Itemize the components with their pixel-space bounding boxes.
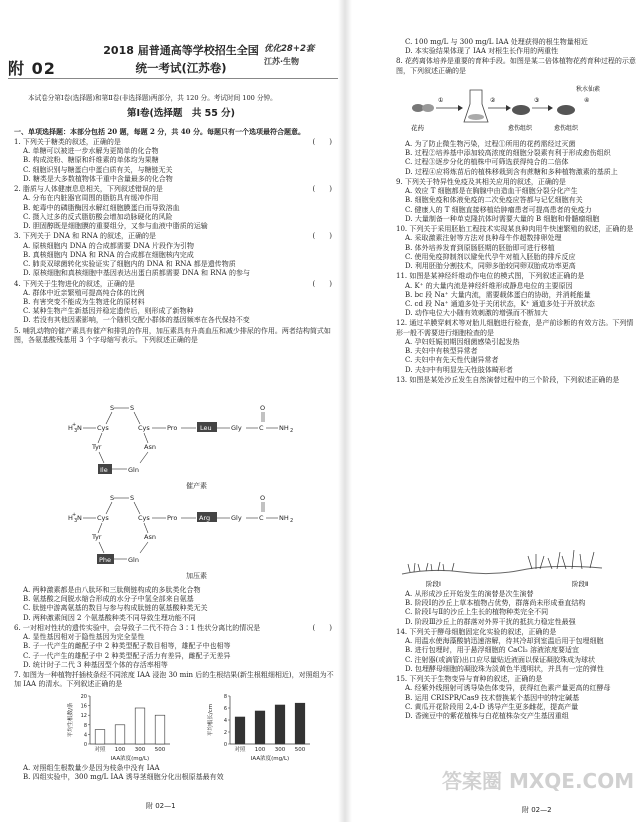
- stage-1-label: 阶段Ⅰ: [426, 580, 441, 588]
- option: B. 体外培养发育到原肠胚期的胚胎即可进行移植: [405, 243, 555, 252]
- svg-text:NH: NH: [279, 424, 289, 432]
- residue-cys: Cys: [97, 424, 109, 432]
- step-3-label: ③: [534, 97, 540, 104]
- q2-stem: 2. 脂质与人体健康息息相关，下列叙述错误的是: [14, 185, 163, 194]
- option: D. 夫妇中有明显先天性肢体畸形者: [405, 365, 513, 374]
- anther-shape: [422, 104, 434, 112]
- bar: [95, 730, 105, 744]
- part-title: 第Ⅰ卷(选择题 共 55 分): [126, 108, 236, 119]
- svg-text:2: 2: [290, 428, 294, 434]
- option: A. 显性基因相对于隐性基因为完全显性: [23, 633, 145, 642]
- question-6: [14, 624, 334, 670]
- option: C. 细胞识别与糖蛋白中蛋白质有关，与糖链无关: [23, 165, 173, 174]
- intro-text: 本试卷分第Ⅰ卷(选择题)和第Ⅱ卷(非选择题)两部分，共 120 分。考试时间 100 分钟。: [28, 94, 277, 102]
- y-axis-label: 平均生根数/条: [68, 702, 74, 738]
- option: A. 孕妇妊娠初期因细菌感染引起发热: [405, 337, 520, 346]
- option: C. 黄瓜开花阶段用 2,4-D 诱导产生更多雌花，提高产量: [405, 702, 579, 711]
- step-2-label: ②: [490, 97, 496, 104]
- option: B. 子一代产生的雌配子中 2 种类型配子数目相等，雄配子中也相等: [23, 642, 231, 651]
- step-1-label: ①: [438, 97, 444, 104]
- option: C. 夫妇中有先天性代谢异常者: [405, 356, 499, 365]
- option: B. 真核细胞内 DNA 和 RNA 的合成都在细胞核内完成: [23, 250, 194, 259]
- option: B. 夫妇中有核型异常者: [405, 347, 478, 356]
- option: A. 单糖可以被进一步水解为更简单的化合物: [23, 147, 159, 156]
- svg-text:3: 3: [74, 428, 78, 434]
- question-8: [396, 57, 636, 75]
- option: B. 进行包埋时，用于悬浮细胞的 CaCl₂ 溶液浓度要适宜: [405, 646, 579, 655]
- q5-stem: 5. 哺乳动物的催产素具有催产和排乳的作用，加压素具有升高血压和减少排尿的作用。两者结构简式如图，各氨基酸残基用 3 个字母缩写表示。下列叙述正确的是: [14, 326, 331, 344]
- root-number-bar-chart: [66, 692, 176, 764]
- q15-stem: 15. 下列关于生物变异与育种的叙述，正确的是: [396, 675, 543, 684]
- residue-gln: Gln: [128, 556, 139, 564]
- y-tick-label: 4: [83, 732, 87, 739]
- option: D. 若没有其他因素影响，一个随机交配小群体的基因频率在各代保持不变: [23, 316, 250, 325]
- page-number-right: 附 02—2: [522, 806, 552, 814]
- option: C. 肺炎双球菌转化实验证实了细胞内的 DNA 和 RNA 都是遗传物质: [23, 260, 236, 269]
- y-tick-label: 2: [223, 730, 227, 736]
- question-9: [396, 178, 636, 224]
- option: A. 为了防止微生物污染，过程①所用的花药需经过灭菌: [405, 140, 576, 148]
- option: D. 香豌豆中的紫花植株与白花植株杂交产生基因重组: [405, 712, 569, 721]
- option: C. 过程③逐步分化的植株中可筛选获得纯合的二倍体: [405, 158, 569, 167]
- residue-tyr: Tyr: [92, 533, 102, 541]
- option: B. 细胞免疫和体液免疫的二次免疫应答都与记忆细胞有关: [405, 196, 583, 205]
- option: C. 阶段Ⅰ与Ⅱ的沙丘上生长的植物种类完全不同: [405, 608, 549, 617]
- option: B. 构成淀粉、糖原和纤维素的单体均为果糖: [23, 156, 159, 165]
- q3-stem: 3. 下列关于 DNA 和 RNA 的叙述，正确的是: [14, 232, 157, 241]
- option: A. 经紫外线照射可诱导染色体变异，获得红色素产量更高的红酵母: [405, 684, 611, 693]
- step-4-label: ④: [584, 97, 590, 104]
- s-atom-label: S: [110, 494, 115, 502]
- oxytocin-caption: 催产素: [186, 482, 207, 490]
- x-tick-label: 100: [254, 747, 266, 753]
- option: C. 子一代产生的雄配子中 2 种类型配子活力有差异，雌配子无差异: [23, 651, 231, 660]
- y-tick-label: 4: [223, 718, 227, 724]
- s-atom-label: S: [110, 404, 115, 412]
- section1-heading: 一、单项选择题：本部分包括 20 题，每题 2 分，共 40 分。每题只有一个选项最符合题意。: [14, 127, 305, 136]
- bar: [235, 717, 245, 744]
- bar: [275, 705, 285, 744]
- option: B. 氨基酸之间脱水缩合形成的水分子中氢全部来自氨基: [23, 595, 194, 604]
- answer-paren: ( ): [312, 279, 332, 288]
- svg-text:C: C: [259, 424, 264, 432]
- option: B. 运用 CRISPR/Cas9 技术替换某个基因中的特定碱基: [405, 693, 580, 702]
- option: A. 效应 T 细胞都是在胸腺中由造血干细胞分裂分化产生: [405, 187, 578, 196]
- exam-title-line1: 2018 届普通高等学校招生全国: [103, 44, 259, 57]
- amino-group-label: H: [68, 514, 73, 522]
- option: D. 动作电位大小随有效刺激的增强而不断加大: [405, 309, 548, 318]
- q7-continued: [396, 38, 636, 56]
- right-column-3: [396, 590, 636, 721]
- y-axis-label: 平均根长/cm: [208, 703, 214, 737]
- exam-title-line2: 统一考试(江苏卷): [135, 61, 227, 75]
- svg-text:3: 3: [74, 518, 78, 524]
- x-axis-label: IAA浓度(mg/L): [110, 756, 150, 762]
- residue-cys: Cys: [138, 424, 150, 432]
- option: A. 对照组生根数量少是因为枝条中没有 IAA: [23, 764, 160, 772]
- option: C. 某种生物产生新基因并稳定遗传后，则形成了新物种: [23, 307, 194, 316]
- question-2: [14, 185, 334, 231]
- svg-text:2: 2: [290, 518, 294, 524]
- y-tick-label: 8: [223, 694, 227, 700]
- option: B. 四组实验中，300 mg/L IAA 诱导茎细胞分化出根原基最有效: [23, 773, 224, 782]
- answer-paren: ( ): [312, 185, 332, 194]
- option: D. 两种激素间因 2 个氨基酸种类不同导致生理功能不同: [23, 613, 196, 622]
- question-1: [14, 138, 334, 184]
- y-tick-label: 16: [80, 703, 87, 710]
- anther-label: 花药: [411, 124, 424, 132]
- y-tick-label: 20: [80, 694, 87, 700]
- q9-stem: 9. 下列关于特异性免疫及其相关应用的叙述，正确的是: [396, 177, 566, 186]
- q14-stem: 14. 下列关于酵母细胞固定化实验的叙述，正确的是: [396, 627, 557, 636]
- question-10: [396, 225, 636, 271]
- residue-ile: Ile: [100, 466, 108, 474]
- residue-gln: Gln: [128, 466, 139, 474]
- answer-paren: ( ): [312, 138, 332, 146]
- residue-asn: Asn: [144, 533, 156, 541]
- option: D. 糖类是大多数植物体干重中含量最多的化合物: [23, 174, 173, 183]
- series-badge-top: 优化28+2套: [264, 44, 315, 54]
- option: B. 有害突变不能成为生物进化的原材料: [23, 297, 145, 306]
- q12-stem: 12. 通过羊膜穿刺术等对胎儿细胞进行检查，是产前诊断的有效方法。下列情形一般不需要进行细胞检查的是: [396, 319, 634, 337]
- question-7: [14, 671, 334, 689]
- svg-text:+: +: [72, 512, 77, 518]
- right-page: [352, 0, 636, 822]
- residue-leu: Leu: [200, 424, 212, 432]
- vasopressin-caption: 加压素: [186, 572, 207, 580]
- left-page: [6, 0, 336, 822]
- residue-cys: Cys: [138, 514, 150, 522]
- option: C. cd 段 Na⁺ 通道多处于关闭状态，K⁺ 通道多处于开放状态: [405, 299, 595, 308]
- svg-text:N: N: [77, 424, 82, 432]
- svg-text:+: +: [72, 422, 77, 428]
- svg-text:O: O: [260, 404, 266, 412]
- series-badge-bottom: 江苏·生物: [264, 57, 300, 67]
- option: A. K⁺ 的大量内流是神经纤维形成静息电位的主要原因: [405, 281, 573, 290]
- option: D. 大量制备一种单克隆抗体时需要大量的 B 细胞和骨髓瘤细胞: [405, 214, 600, 223]
- appendix-label: 附 02: [8, 59, 56, 78]
- callus-label: 愈伤组织: [554, 125, 579, 132]
- s-atom-label: S: [130, 404, 135, 412]
- option: D. 胆固醇既是细胞膜的重要组分，又参与血液中脂质的运输: [23, 222, 208, 231]
- question-3: [14, 232, 334, 278]
- watermark-logo: 答案圈 MXQE.COM: [442, 769, 635, 793]
- oxytocin-structure-diagram: [66, 402, 306, 494]
- page-number-left: 附 02—1: [146, 802, 176, 810]
- series-badge: [264, 44, 326, 74]
- residue-pro: Pro: [167, 424, 178, 432]
- residue-tyr: Tyr: [92, 443, 102, 451]
- option: C. 肽链中游离氨基的数目与参与构成肽链的氨基酸种类无关: [23, 604, 208, 613]
- question-11: [396, 272, 636, 318]
- svg-text:C: C: [259, 514, 264, 522]
- y-tick-label: 8: [83, 722, 87, 729]
- right-column-2: [396, 140, 636, 385]
- q7-stem: 7. 如图为一种植物扦插枝条经不同浓度 IAA 浸泡 30 min 后的生根结果(新生根粗细相近)，对照组为不加 IAA 的清水。下列叙述正确的是: [14, 671, 334, 689]
- callus-label: 愈伤组织: [508, 125, 533, 132]
- x-tick-label: 100: [114, 747, 126, 753]
- bar: [115, 725, 125, 744]
- header-dashed-line: [8, 78, 338, 79]
- x-tick-label: 300: [134, 747, 146, 753]
- option: B. 阶段Ⅰ的沙丘上草本植物占优势，群落尚未形成垂直结构: [405, 599, 586, 608]
- s-atom-label: S: [130, 494, 135, 502]
- residue-phe: Phe: [99, 556, 112, 564]
- x-tick-label: 对照: [94, 747, 106, 753]
- option: D. 利用胚胎分割技术，同卵多胎较同卵双胎成功率更高: [405, 262, 576, 271]
- option: A. 用温水使海藻酸钠迅速溶解，待其冷却到室温后用于包埋细胞: [405, 637, 604, 646]
- option: D. 原核细胞和真核细胞中基因表达出蛋白质都需要 DNA 和 RNA 的参与: [23, 269, 250, 278]
- option: A. 从形成沙丘开始发生的演替是次生演替: [405, 590, 534, 598]
- residue-pro: Pro: [167, 514, 178, 522]
- question-12: [396, 319, 636, 374]
- callus-shape: [512, 105, 530, 115]
- questions-5-7: [14, 586, 334, 690]
- option: C. 摄入过多的反式脂肪酸会增加动脉硬化的风险: [23, 212, 173, 221]
- residue-gly: Gly: [231, 424, 242, 432]
- option: D. 统计时子二代 3 种基因型个体的存活率相等: [23, 660, 168, 669]
- x-tick-label: 500: [154, 747, 166, 753]
- option: B. bc 段 Na⁺ 大量内流，需要载体蛋白的协助，并消耗能量: [405, 290, 591, 299]
- vasopressin-structure-diagram: [66, 492, 306, 584]
- q1-stem: 1. 下列关于糖类的叙述，正确的是: [14, 138, 121, 146]
- answer-paren: ( ): [312, 232, 332, 241]
- residue-asn: Asn: [144, 443, 156, 451]
- svg-text:O: O: [260, 494, 266, 502]
- q6-stem: 6. 一对相对性状的遗传实验中，会导致子二代不符合 3∶1 性状分离比的情况是: [14, 623, 261, 632]
- option: A. 两种激素都是由八肽环和三肽侧链构成的多肽类化合物: [23, 586, 201, 594]
- question-4: [14, 280, 334, 326]
- option: A. 原核细胞内 DNA 的合成都需要 DNA 片段作为引物: [23, 241, 194, 250]
- option: D. 阶段Ⅲ沙丘上的群落对外界干扰的抵抗力稳定性最强: [405, 617, 576, 626]
- root-length-bar-chart: [206, 692, 316, 764]
- option: C. 使用免疫抑制剂以避免代孕牛对植入胚胎的排斥反应: [405, 252, 576, 261]
- q4-stem: 4. 下列关于生物进化的叙述，正确的是: [14, 279, 135, 288]
- residue-gly: Gly: [231, 514, 242, 522]
- bar: [155, 715, 165, 744]
- option: B. 蛇毒中的磷脂酶因水解红细胞膜蛋白而导致溶血: [23, 203, 180, 212]
- option: D. 过程④应将炼苗后的植株移栽到含有蔗糖和多种植物激素的基质上: [405, 167, 618, 176]
- book-spine: [338, 0, 352, 822]
- bar: [255, 711, 265, 744]
- svg-text:N: N: [77, 514, 82, 522]
- y-tick-label: 0: [223, 742, 227, 748]
- y-tick-label: 6: [223, 706, 227, 712]
- x-tick-label: 500: [294, 747, 306, 753]
- svg-text:NH: NH: [279, 514, 289, 522]
- option: D. 本实验结果体现了 IAA 对根生长作用的两重性: [405, 47, 559, 56]
- option: C. 注射器(或滴管)出口应尽量贴近液面以保证凝胶珠成为球状: [405, 655, 596, 664]
- y-tick-label: 12: [80, 713, 87, 720]
- callus-shape: [557, 105, 575, 115]
- q7-options: [14, 764, 334, 782]
- residue-arg: Arg: [199, 514, 211, 522]
- colchicine-label: 秋水仙素: [576, 86, 601, 93]
- amino-group-label: H: [68, 424, 73, 432]
- option: D. 包埋酵母细胞的凝胶珠为淡黄色半透明状，并具有一定的弹性: [405, 664, 604, 673]
- q8-stem: 8. 花药离体培养是重要的育种手段。如图是某二倍体植物花药育种过程的示意图，下列叙述正确的是: [396, 57, 636, 75]
- q11-stem: 11. 如图是某神经纤维动作电位的模式图，下列叙述正确的是: [396, 272, 585, 281]
- questions-1-4: [14, 137, 334, 345]
- question-5: [14, 327, 334, 345]
- x-tick-label: 对照: [234, 747, 246, 753]
- q10-stem: 10. 下列关于采用胚胎工程技术实现某良种肉用牛快速繁殖的叙述，正确的是: [396, 225, 634, 234]
- bar: [135, 708, 145, 744]
- y-tick-label: 0: [83, 742, 87, 748]
- right-column: [396, 38, 636, 76]
- option: A. 群体中近亲繁殖可提高纯合体的比例: [23, 288, 145, 297]
- option: C. 100 mg/L 与 300 mg/L IAA 处理获得的根生物量相近: [405, 38, 588, 46]
- question-13: [396, 376, 636, 385]
- anther-culture-diagram: [408, 82, 601, 140]
- x-tick-label: 300: [274, 747, 286, 753]
- q13-stem: 13. 如图是某处沙丘发生自然演替过程中的三个阶段，下列叙述正确的是: [396, 375, 620, 384]
- option: C. 健康人的 T 细胞直接移植给肿瘤患者可提高患者的免疫力: [405, 205, 592, 214]
- stage-2-label: 阶段Ⅱ: [572, 580, 589, 588]
- dune-succession-diagram: [402, 540, 602, 590]
- option: A. 分布在内脏器官周围的脂肪具有缓冲作用: [23, 194, 159, 203]
- option: B. 过程②培养基中添加较高浓度的细胞分裂素有利于形成愈伤组织: [405, 149, 611, 158]
- residue-cys: Cys: [97, 514, 109, 522]
- option: A. 采取激素注射等方法对良种母牛作超数排卵处理: [405, 234, 562, 243]
- question-15: [396, 675, 636, 721]
- bar: [295, 703, 305, 744]
- answer-paren: ( ): [312, 623, 332, 632]
- question-14: [396, 628, 636, 674]
- x-axis-label: IAA浓度(mg/L): [250, 756, 290, 762]
